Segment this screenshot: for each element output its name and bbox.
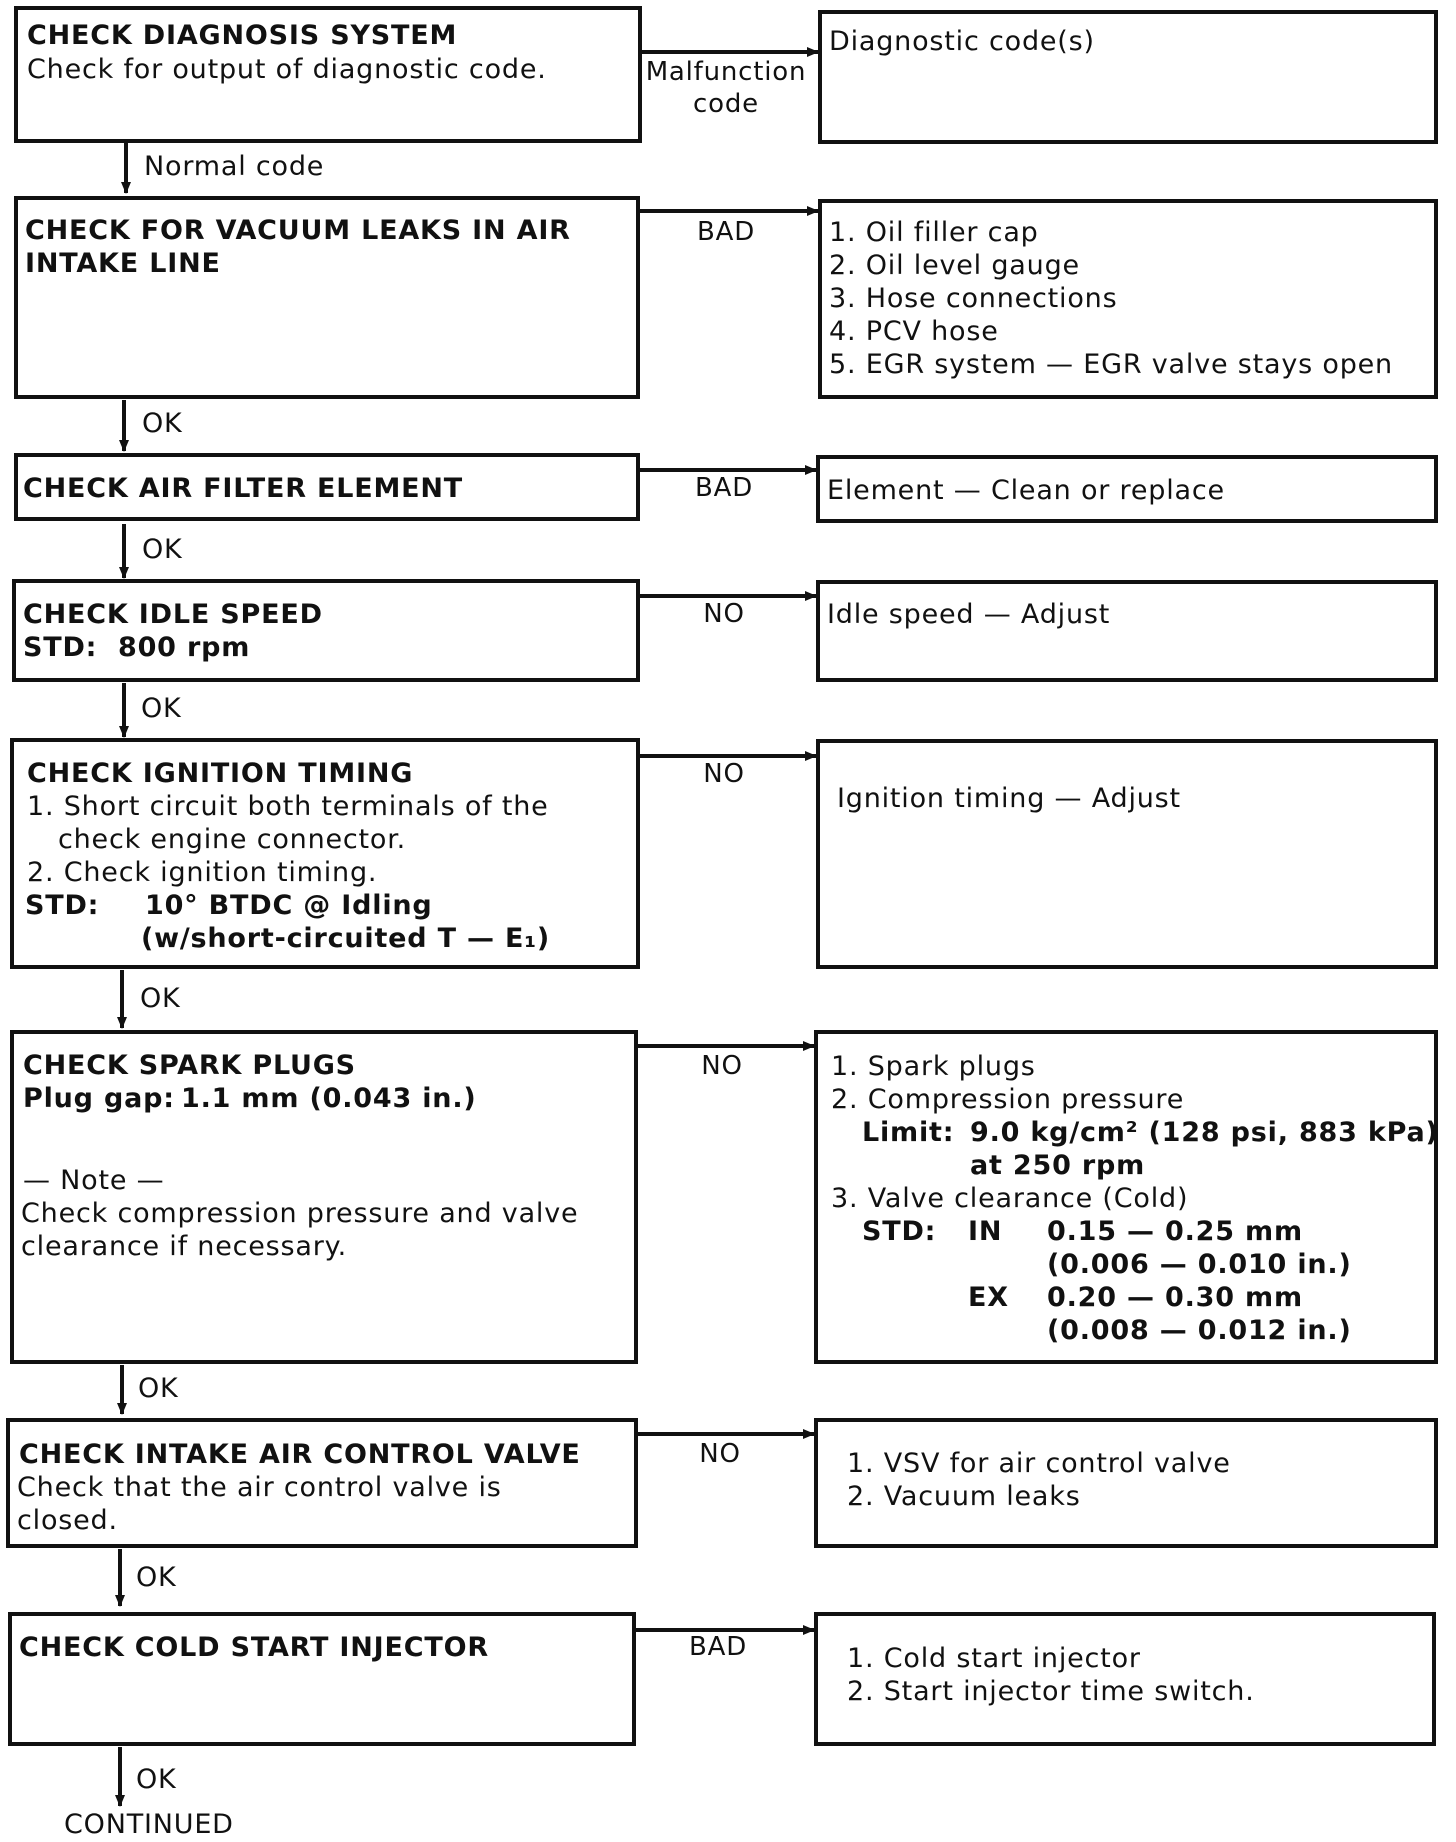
step-6-gap-value: 1.1 mm (0.043 in.) xyxy=(181,1083,477,1114)
continued-label: CONTINUED xyxy=(64,1809,234,1840)
step-2-branch-label: BAD xyxy=(696,217,756,247)
branch-label-line: code xyxy=(693,89,759,119)
step-7-text: closed. xyxy=(17,1505,118,1536)
step-8-result-item: 1. Cold start injector xyxy=(847,1643,1141,1674)
step-6-branch-label: NO xyxy=(701,1051,743,1081)
step-5-std-label: STD: xyxy=(25,890,100,921)
step-5-text: 2. Check ignition timing. xyxy=(27,857,378,888)
step-2-title-line-2: INTAKE LINE xyxy=(25,248,221,279)
step-2-result-item: 3. Hose connections xyxy=(829,283,1118,314)
step-6-valve-std: STD: xyxy=(862,1216,937,1247)
step-2-title-line-1: CHECK FOR VACUUM LEAKS IN AIR xyxy=(25,215,571,246)
step-2-result-item: 2. Oil level gauge xyxy=(829,250,1080,281)
step-1-next-label: Normal code xyxy=(144,151,325,182)
step-7-branch-label: NO xyxy=(699,1439,741,1469)
step-8-result-item: 2. Start injector time switch. xyxy=(847,1676,1255,1707)
step-1-result: Diagnostic code(s) xyxy=(829,26,1095,57)
step-6-gap-label: Plug gap: xyxy=(23,1083,175,1114)
step-5-std-value-2: (w/short-circuited T — E₁) xyxy=(141,923,551,954)
step-5-result: Ignition timing — Adjust xyxy=(837,783,1181,814)
step-7-result-item: 2. Vacuum leaks xyxy=(847,1481,1081,1512)
step-6-note-text: clearance if necessary. xyxy=(21,1231,347,1262)
step-3-branch-label: BAD xyxy=(694,473,754,503)
step-5-text: 1. Short circuit both terminals of the xyxy=(27,791,549,822)
step-6-limit-label: Limit: xyxy=(862,1117,955,1148)
step-2-result-item: 1. Oil filler cap xyxy=(829,217,1039,248)
step-6-in-value: 0.15 — 0.25 mm xyxy=(1047,1216,1303,1247)
step-4-title: CHECK IDLE SPEED xyxy=(23,599,323,630)
step-8-next-label: OK xyxy=(136,1764,177,1795)
step-1-text: Check for output of diagnostic code. xyxy=(27,54,547,85)
step-1-title: CHECK DIAGNOSIS SYSTEM xyxy=(27,20,458,51)
step-3-next-label: OK xyxy=(142,534,183,565)
step-3-result: Element — Clean or replace xyxy=(827,475,1225,506)
step-1-branch-label xyxy=(640,56,812,120)
step-2-result-item: 4. PCV hose xyxy=(829,316,999,347)
step-7-title: CHECK INTAKE AIR CONTROL VALVE xyxy=(19,1439,581,1470)
step-5-next-label: OK xyxy=(140,983,181,1014)
step-6-title: CHECK SPARK PLUGS xyxy=(23,1050,356,1081)
step-6-limit-value-2: at 250 rpm xyxy=(970,1150,1146,1181)
step-8-branch-label: BAD xyxy=(688,1632,748,1662)
step-6-ex-value-2: (0.008 — 0.012 in.) xyxy=(1047,1315,1352,1346)
step-6-ex-label: EX xyxy=(968,1282,1009,1313)
step-6-in-label: IN xyxy=(968,1216,1003,1247)
step-6-valve-line: 3. Valve clearance (Cold) xyxy=(831,1183,1189,1214)
step-7-result-item: 1. VSV for air control valve xyxy=(847,1448,1231,1479)
step-5-title: CHECK IGNITION TIMING xyxy=(27,758,414,789)
step-4-result-box xyxy=(816,580,1438,682)
step-5-std-value: 10° BTDC @ Idling xyxy=(145,890,433,921)
step-4-branch-label: NO xyxy=(703,599,745,629)
step-6-note-text: Check compression pressure and valve xyxy=(21,1198,579,1229)
branch-label-line: Malfunction xyxy=(645,57,807,87)
step-2-result-item: 5. EGR system — EGR valve stays open xyxy=(829,349,1393,380)
step-6-result-item: 1. Spark plugs xyxy=(831,1051,1036,1082)
step-2-next-label: OK xyxy=(142,408,183,439)
step-4-std-label: STD: xyxy=(23,632,98,663)
step-5-result-box xyxy=(816,739,1438,969)
step-8-title: CHECK COLD START INJECTOR xyxy=(19,1632,489,1663)
step-6-result-item: 2. Compression pressure xyxy=(831,1084,1185,1115)
step-6-note-title: — Note — xyxy=(23,1165,165,1196)
step-5-branch-label: NO xyxy=(703,759,745,789)
step-6-limit-value: 9.0 kg/cm² (128 psi, 883 kPa) xyxy=(970,1117,1439,1148)
step-3-title: CHECK AIR FILTER ELEMENT xyxy=(23,473,464,504)
step-7-next-label: OK xyxy=(136,1562,177,1593)
step-6-next-label: OK xyxy=(138,1373,179,1404)
step-4-result: Idle speed — Adjust xyxy=(827,599,1111,630)
step-7-text: Check that the air control valve is xyxy=(17,1472,502,1503)
step-6-ex-value: 0.20 — 0.30 mm xyxy=(1047,1282,1303,1313)
step-6-in-value-2: (0.006 — 0.010 in.) xyxy=(1047,1249,1352,1280)
step-4-std-value: 800 rpm xyxy=(118,632,251,663)
step-4-next-label: OK xyxy=(141,693,182,724)
step-5-text: check engine connector. xyxy=(58,824,407,855)
